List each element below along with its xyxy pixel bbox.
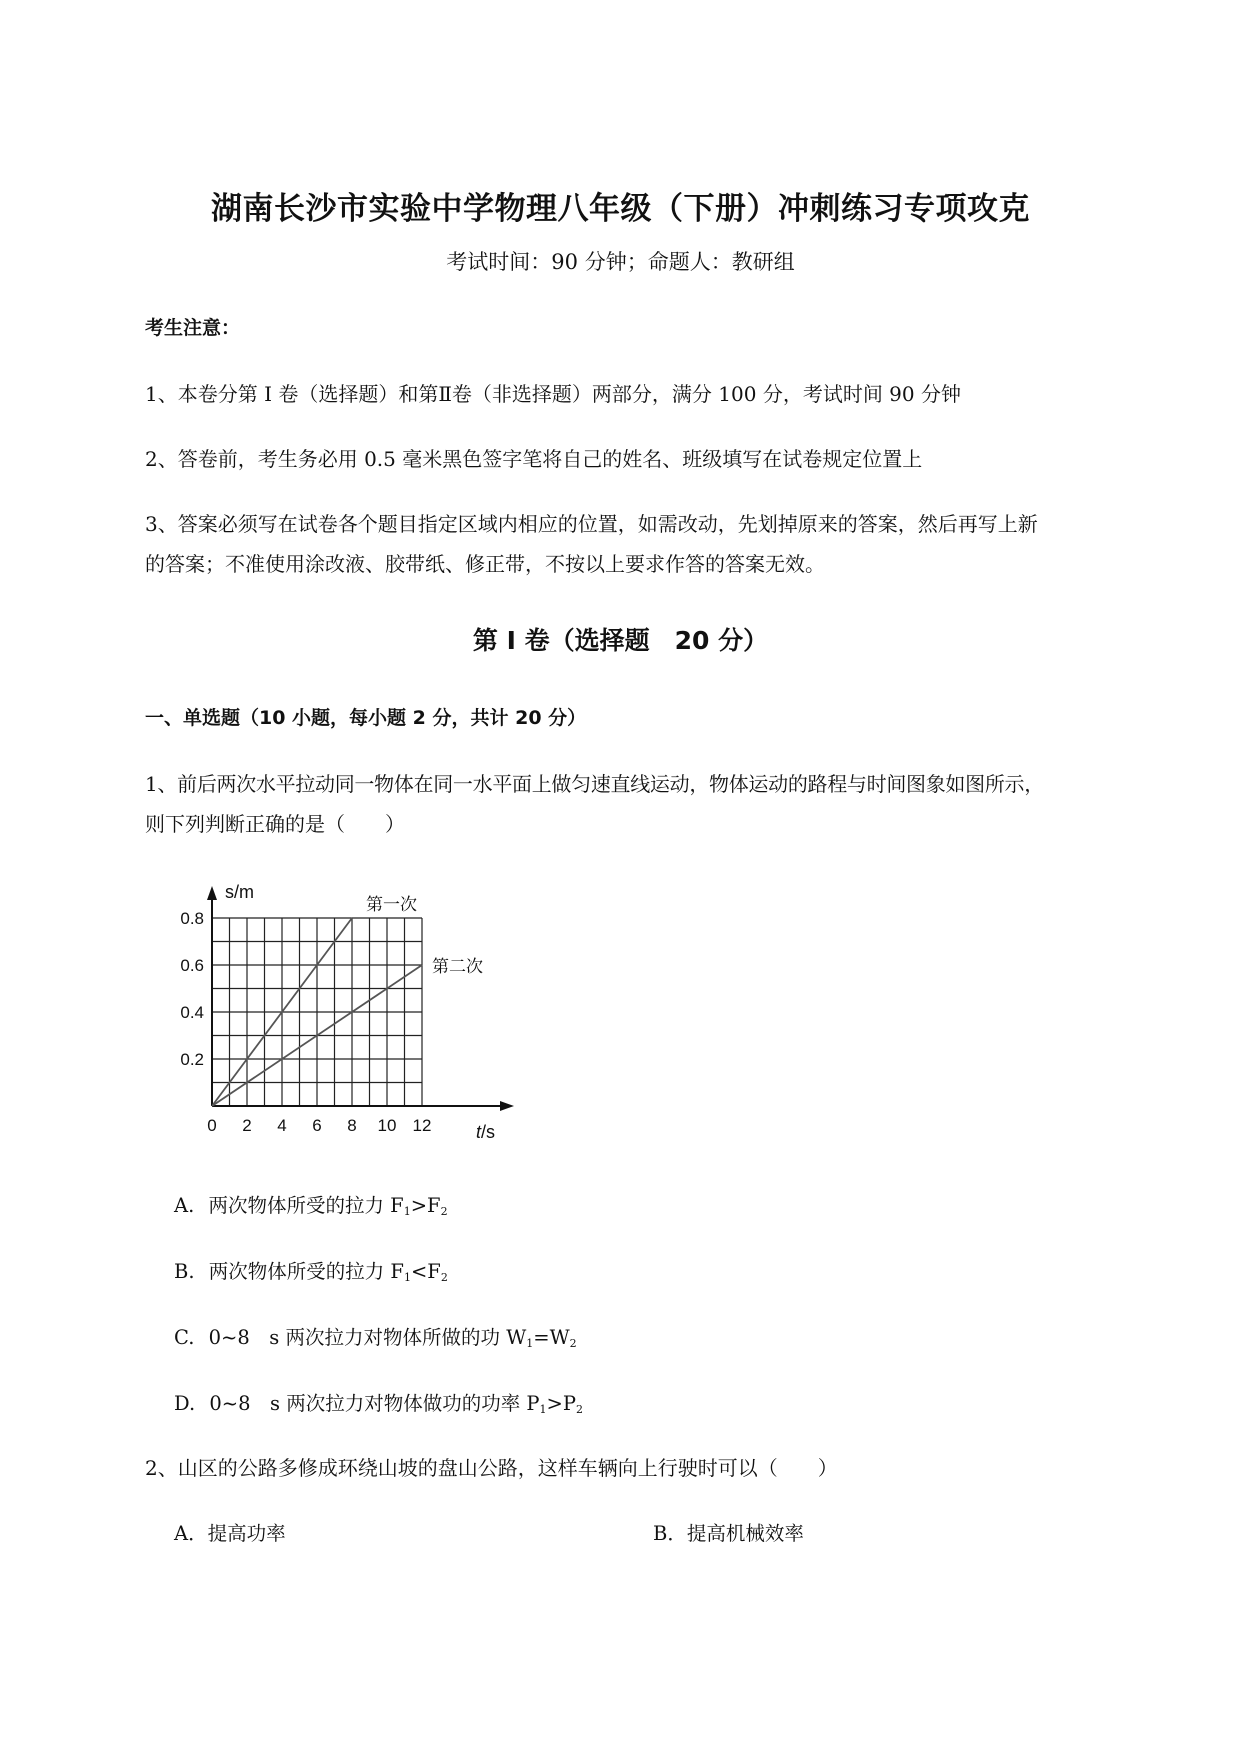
chart-axes [207, 886, 514, 1111]
option-mid: <F [410, 1260, 441, 1283]
option-text: 0~8 s 两次拉力对物体做功的功率 P [209, 1392, 540, 1415]
x-tick-label: 12 [412, 1116, 432, 1135]
q1-option-c[interactable] [174, 1322, 577, 1350]
option-sub-2: 2 [440, 1271, 448, 1284]
notice-item-3-cont: 的答案；不准使用涂改液、胶带纸、修正带，不按以上要求作答的答案无效。 [145, 552, 825, 576]
question-1-stem: 1、前后两次水平拉动同一物体在同一水平面上做匀速直线运动，物体运动的路程与时间图象如图所示， [145, 772, 1044, 796]
q2-option-a[interactable]: A．提高功率 [174, 1522, 286, 1545]
page-title: 湖南长沙市实验中学物理八年级（下册）冲刺练习专项攻克 [211, 191, 1030, 227]
x-tick-label: 4 [277, 1116, 287, 1135]
option-mid: >P [546, 1392, 576, 1415]
series-label-2: 第二次 [432, 957, 483, 976]
chart-grid [212, 918, 422, 1106]
x-axis-arrow [500, 1101, 514, 1111]
notice-item-2: 2、答卷前，考生务必用 0.5 毫米黑色签字笔将自己的姓名、班级填写在试卷规定位置上 [145, 447, 923, 471]
option-sub-1: 1 [403, 1205, 411, 1218]
q1-option-d[interactable] [174, 1388, 583, 1416]
y-tick-label: 0.2 [180, 1050, 204, 1069]
y-tick-label: 0.4 [180, 1003, 204, 1022]
x-tick-label: 6 [312, 1116, 322, 1135]
option-mid: >F [410, 1194, 441, 1217]
question-2-stem: 2、山区的公路多修成环绕山坡的盘山公路，这样车辆向上行驶时可以（ ） [145, 1456, 838, 1480]
notice-item-3: 3、答案必须写在试卷各个题目指定区域内相应的位置，如需改动，先划掉原来的答案，然后再写上新 [145, 512, 1038, 536]
y-tick-label: 0.8 [180, 909, 204, 928]
option-sub-1: 1 [403, 1271, 411, 1284]
option-prefix: A. [174, 1194, 195, 1217]
notice-item-1: 1、本卷分第 I 卷（选择题）和第Ⅱ卷（非选择题）两部分，满分 100 分，考试时间 90 分钟 [145, 382, 961, 406]
y-axis-arrow [207, 886, 217, 900]
q2-option-b[interactable]: B．提高机械效率 [653, 1522, 804, 1545]
option-prefix: B. [174, 1260, 195, 1283]
notice-heading: 考生注意： [145, 317, 241, 339]
question-1-stem-cont: 则下列判断正确的是（ ） [145, 812, 405, 836]
y-tick-label: 0.6 [180, 956, 204, 975]
option-sub-2: 2 [576, 1403, 583, 1416]
x-tick-label: 2 [242, 1116, 252, 1135]
s-t-graph [170, 880, 530, 1150]
option-mid: =W [533, 1326, 570, 1349]
option-text: 两次物体所受的拉力 F [208, 1260, 404, 1283]
option-prefix: D. [174, 1392, 196, 1415]
x-tick-label: 0 [207, 1116, 217, 1135]
option-text: 0~8 s 两次拉力对物体所做的功 W [208, 1326, 527, 1349]
series-label-1: 第一次 [366, 895, 417, 914]
x-tick-label: 8 [347, 1116, 357, 1135]
exam-info: 考试时间：90 分钟；命题人：教研组 [446, 250, 795, 274]
option-sub-2: 2 [569, 1337, 577, 1350]
x-axis-label: t/s [476, 1122, 496, 1142]
x-tick-label: 10 [377, 1116, 397, 1135]
section-title: 第 I 卷（选择题 20 分） [472, 626, 769, 655]
option-sub-2: 2 [440, 1205, 448, 1218]
option-sub-1: 1 [526, 1337, 534, 1350]
option-sub-1: 1 [539, 1403, 547, 1416]
q1-option-a[interactable] [174, 1190, 448, 1218]
option-text: 两次物体所受的拉力 F [208, 1194, 404, 1217]
option-prefix: C. [174, 1326, 195, 1349]
y-axis-label: s/m [225, 882, 254, 902]
q1-option-b[interactable] [174, 1256, 448, 1284]
part-heading: 一、单选题（10 小题，每小题 2 分，共计 20 分） [145, 707, 587, 729]
